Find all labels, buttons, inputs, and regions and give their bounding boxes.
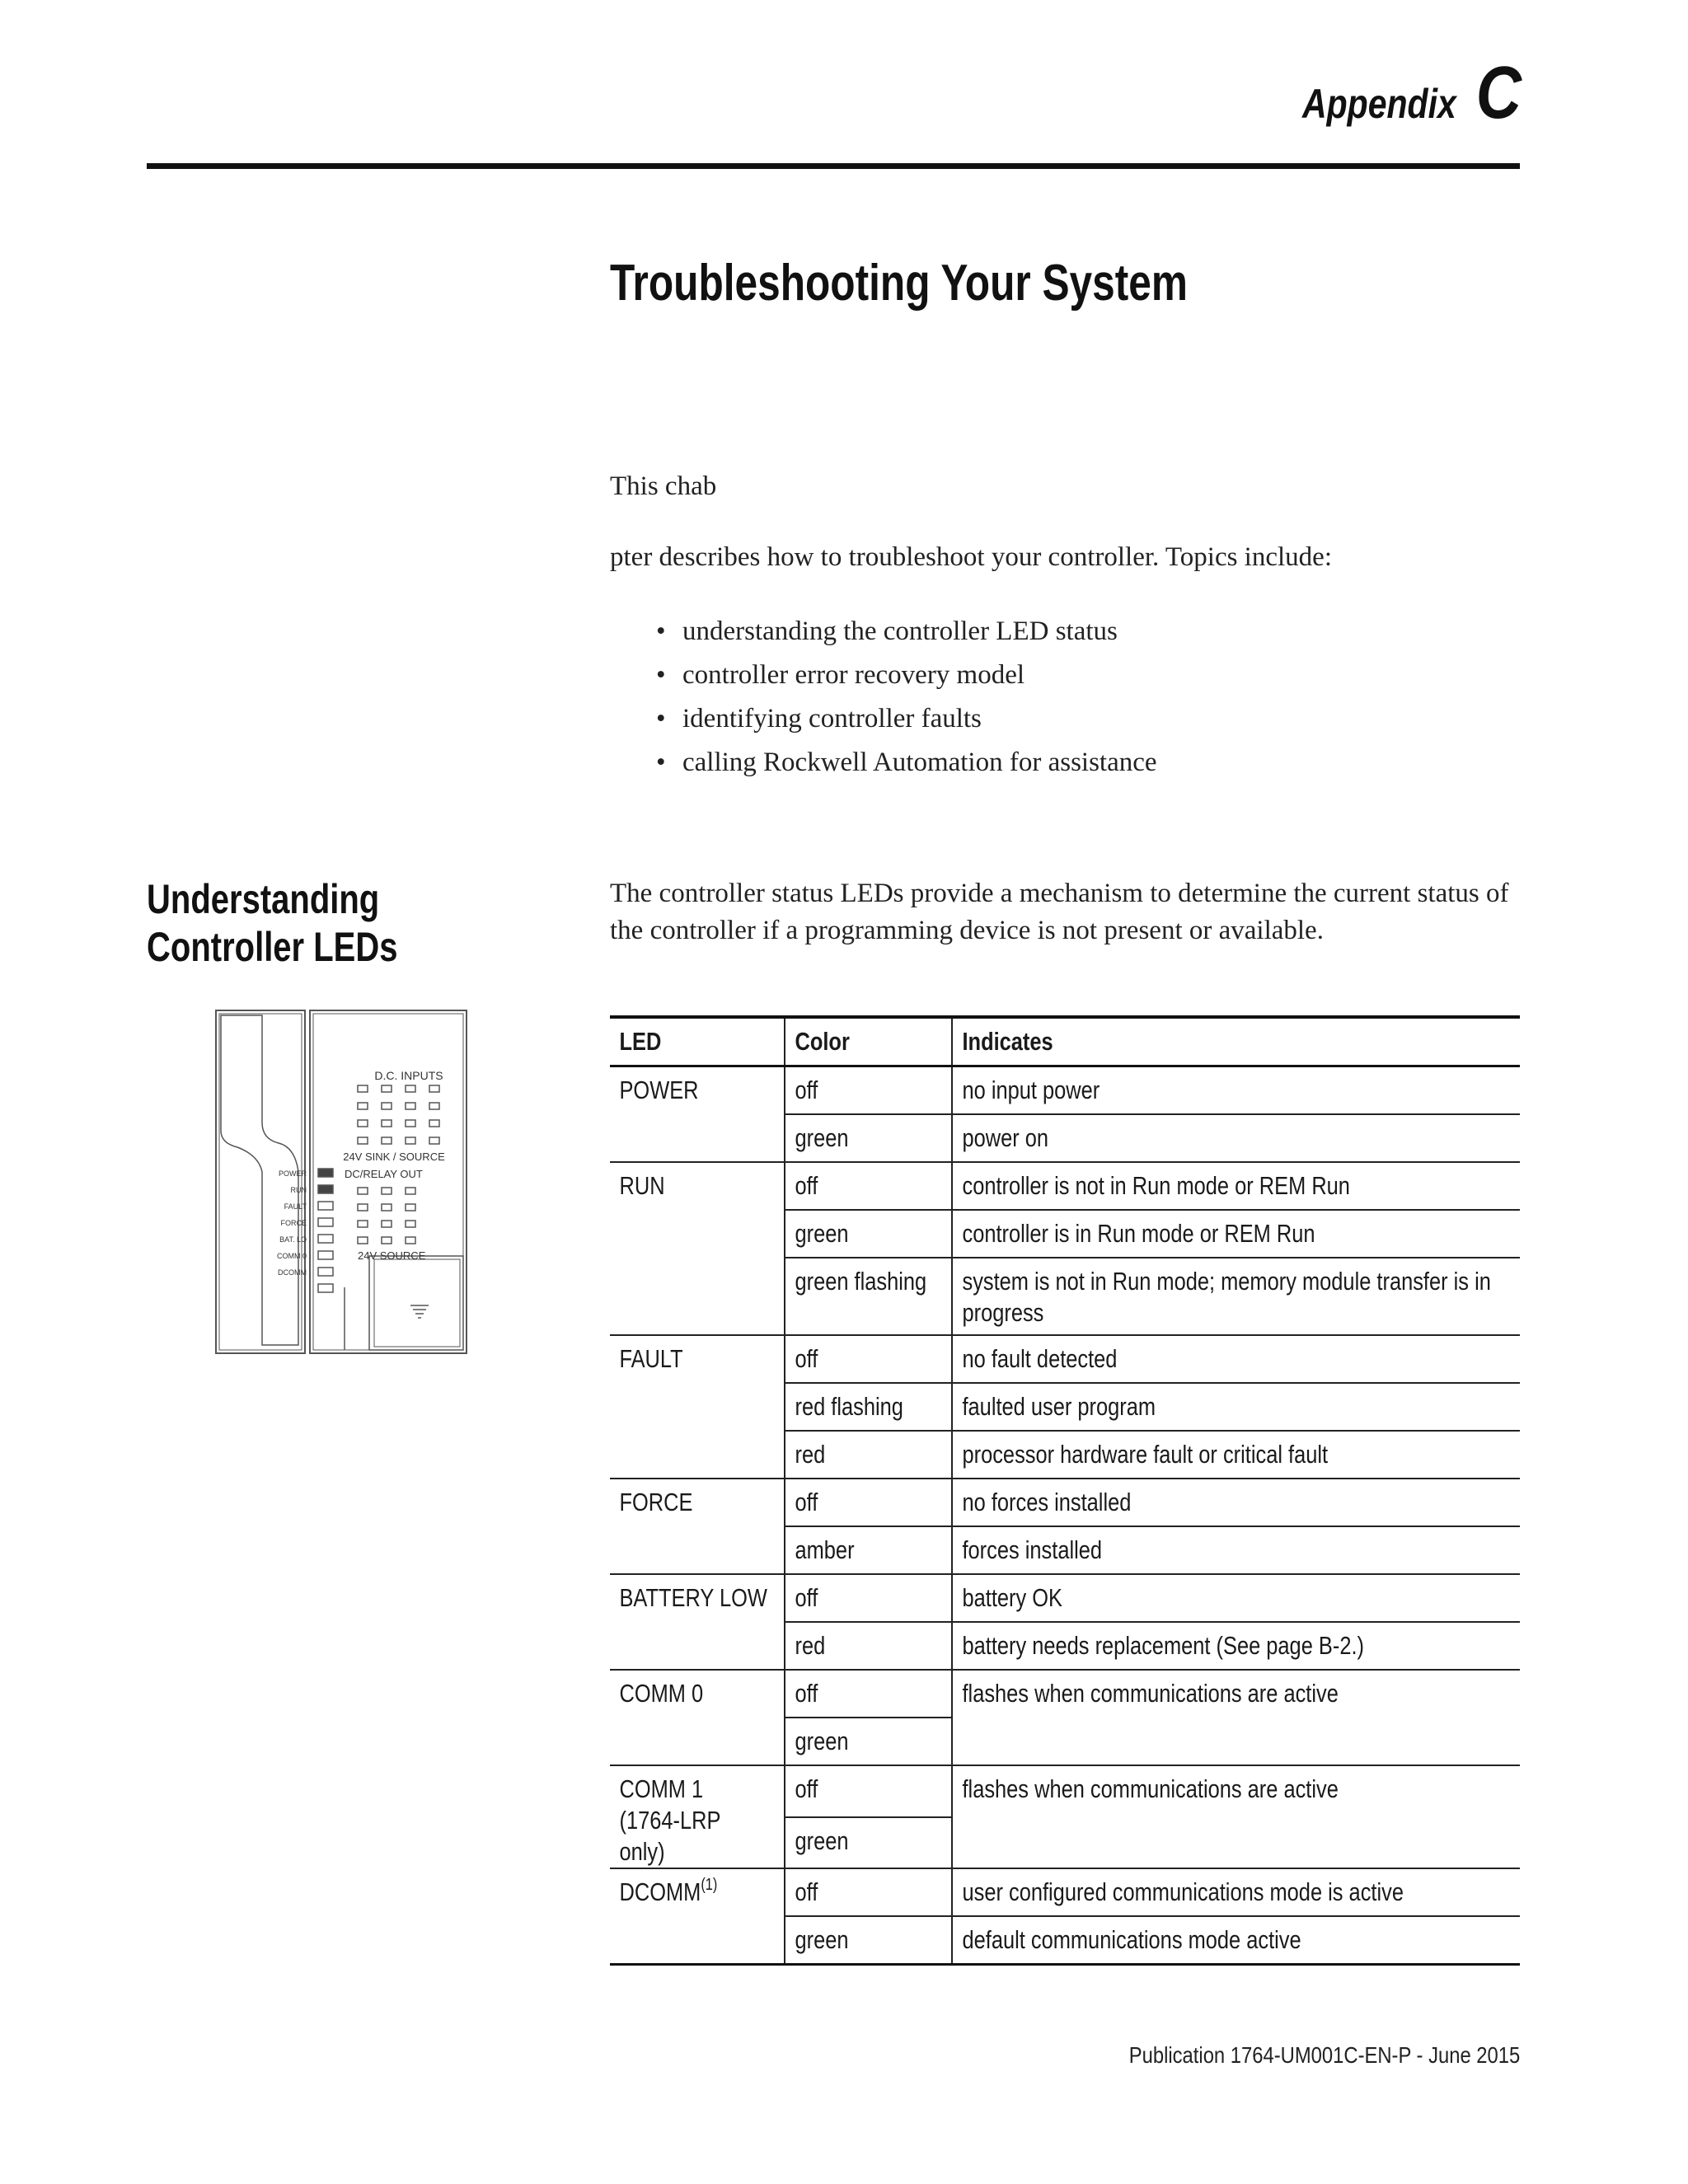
source-label: 24V SOURCE [358, 1249, 426, 1262]
status-label-dcomm: DCOMM [278, 1268, 307, 1277]
table-row: green power on [610, 1114, 1520, 1162]
header-rule [147, 163, 1520, 169]
relay-out-label: DC/RELAY OUT [345, 1168, 423, 1180]
bullet-icon: • [656, 616, 666, 646]
table-row: red battery needs replacement (See page B-2.) [610, 1622, 1520, 1670]
table-row: green controller is in Run mode or REM Run [610, 1210, 1520, 1258]
bullet-icon: • [656, 704, 666, 733]
appendix-header [1268, 51, 1522, 136]
list-item: • controller error recovery model [658, 654, 1157, 697]
table-row: RUN off controller is not in Run mode or REM Run [610, 1162, 1520, 1210]
bullet-icon: • [656, 748, 666, 777]
appendix-letter: C [1475, 52, 1522, 134]
status-label-bat-lo: BAT. LO [279, 1235, 307, 1244]
chapter-title: Troubleshooting Your System [610, 255, 1188, 312]
table-row: POWER off no input power [610, 1066, 1520, 1115]
table-row: FORCE off no forces installed [610, 1479, 1520, 1526]
table-row: COMM 0 off flashes when communications are active [610, 1670, 1520, 1718]
table-row: green [610, 1718, 1520, 1765]
intro-line-1: This chab [610, 471, 717, 501]
table-header-indicates: Indicates [952, 1017, 1520, 1066]
list-item: • understanding the controller LED status [658, 610, 1157, 654]
table-row: green default communications mode active [610, 1916, 1520, 1965]
table-row: red flashing faulted user program [610, 1383, 1520, 1431]
status-label-comm0: COMM 0 [277, 1252, 307, 1260]
port-icon [410, 1305, 429, 1318]
table-row: BATTERY LOW off battery OK [610, 1574, 1520, 1622]
section-paragraph: The controller status LEDs provide a mechanism to determine the current status of the controller if a programming device is not present or available. [610, 879, 1509, 945]
led-status-table [610, 1015, 1520, 1966]
controller-led-panel-illustration [213, 1007, 470, 1360]
publication-footer: Publication 1764-UM001C-EN-P - June 2015 [1128, 2042, 1520, 2068]
status-label-fault: FAULT [284, 1202, 307, 1211]
table-row: COMM 1 (1764-LRP only) off flashes when communications are active [610, 1765, 1520, 1817]
table-header-led: LED [610, 1017, 785, 1066]
appendix-word: Appendix [1302, 81, 1456, 127]
table-row: amber forces installed [610, 1526, 1520, 1574]
table-header-color: Color [785, 1017, 952, 1066]
table-row: red processor hardware fault or critical fault [610, 1431, 1520, 1479]
topics-list [658, 610, 1157, 785]
table-row: FAULT off no fault detected [610, 1335, 1520, 1383]
status-label-power: POWER [278, 1169, 307, 1178]
status-label-run: RUN [290, 1186, 307, 1194]
table-row: DCOMM$^{(1)}$ off user configured communications mode is active [610, 1868, 1520, 1916]
table-row: green [610, 1817, 1520, 1869]
list-item: • identifying controller faults [658, 697, 1157, 741]
status-label-force: FORCE [280, 1219, 307, 1227]
dc-inputs-label: D.C. INPUTS [374, 1069, 443, 1082]
intro-line-2: pter describes how to troubleshoot your controller. Topics include: [610, 542, 1332, 572]
bullet-icon: • [656, 660, 666, 690]
list-item: • calling Rockwell Automation for assistance [658, 741, 1157, 785]
section-title: Understanding Controller LEDs [147, 876, 398, 970]
sink-source-label: 24V SINK / SOURCE [343, 1151, 445, 1163]
table-row: green flashing system is not in Run mode; memory module transfer is in progress [610, 1258, 1520, 1335]
